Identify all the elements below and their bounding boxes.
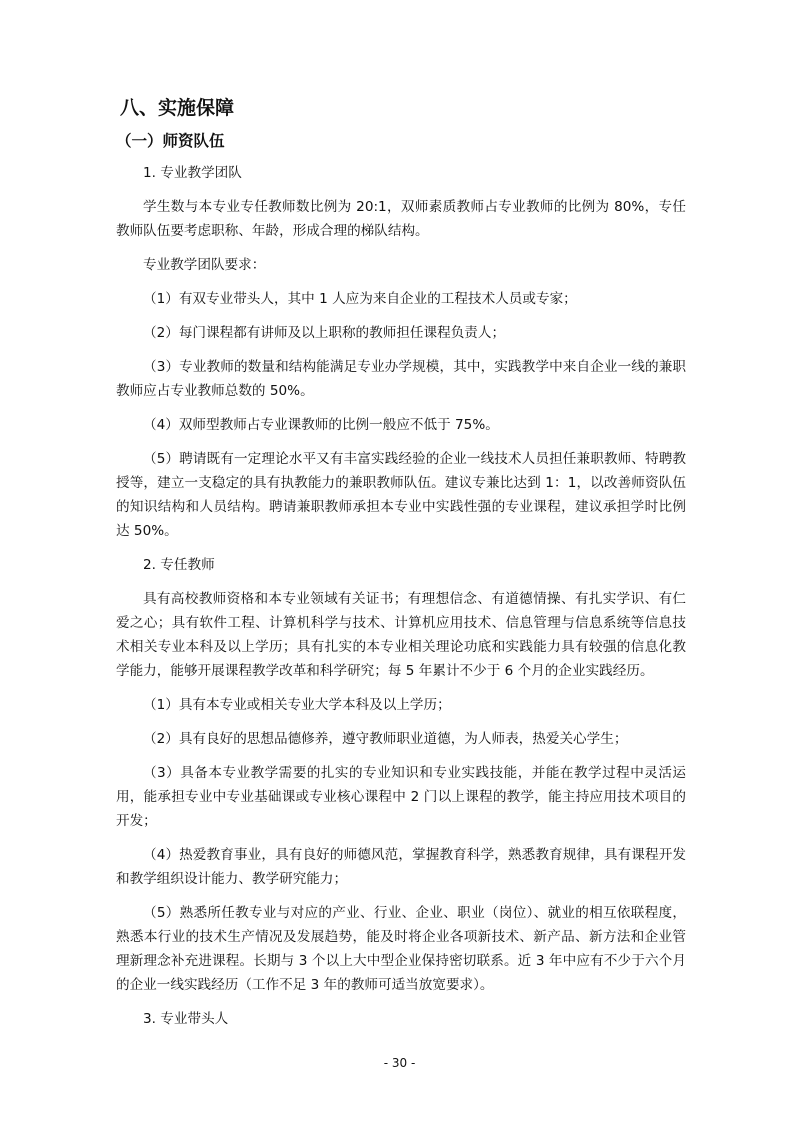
list-item-teacher-1: （1）具有本专业或相关专业大学本科及以上学历； (143, 697, 451, 713)
page-content (116, 94, 686, 1041)
section-subtitle: （一）师资队伍 (116, 132, 225, 150)
list-item-team-4: （4）双师型教师占专业课教师的比例一般应不低于 75%。 (143, 417, 499, 433)
list-item-teacher-2: （2）具有良好的思想品德修养，遵守教师职业道德，为人师表，热爱关心学生； (143, 731, 628, 747)
list-item-teacher-4: （4）热爱教育事业，具有良好的师德风范，掌握教育科学，熟悉教育规律，具有课程开发和教学组织设计能力、教学研究能力； (116, 847, 686, 887)
paragraph-team-requirements: 专业教学团队要求： (143, 257, 266, 273)
paragraph-teacher-qualifications: 具有高校教师资格和本专业领域有关证书；有理想信念、有道德情操、有扎实学识、有仁爱之心；具有软件工程、计算机科学与技术、计算机应用技术、信息管理与信息系统等信息技术相关专业本科及以上学历；具有扎实的本专业相关理论功底和实践能力具有较强的信息化教学能力，能够开展课程教学改革和科学研究；每 5 年累计不少于 6 个月的企业实践经历。 (116, 591, 686, 679)
paragraph-ratio: 学生数与本专业专任教师数比例为 20:1，双师素质教师占专业教师的比例为 80%，专任教师队伍要考虑职称、年龄，形成合理的梯队结构。 (116, 199, 686, 239)
subheading-full-time-teachers: 2. 专任教师 (143, 557, 215, 573)
list-item-team-5: （5）聘请既有一定理论水平又有丰富实践经验的企业一线技术人员担任兼职教师、特聘教授等，建立一支稳定的具有执教能力的兼职教师队伍。建议专兼比达到 1：1，以改善师资队伍的知识结构和人员结构。聘请兼职教师承担本专业中实践性强的专业课程，建议承担学时比例达 50%。 (116, 451, 686, 539)
subheading-program-leader: 3. 专业带头人 (143, 1011, 229, 1027)
list-item-teacher-5: （5）熟悉所任教专业与对应的产业、行业、企业、职业（岗位）、就业的相互依联程度，熟悉本行业的技术生产情况及发展趋势，能及时将企业各项新技术、新产品、新方法和企业管理新理念补充进课程。长期与 3 个以上大中型企业保持密切联系。近 3 年中应有不少于六个月的企业一线实践经历（工作不足 3 年的教师可适当放宽要求）。 (116, 905, 686, 993)
list-item-teacher-3: （3）具备本专业教学需要的扎实的专业知识和专业实践技能，并能在教学过程中灵活运用，能承担专业中专业基础课或专业核心课程中 2 门以上课程的教学，能主持应用技术项目的开发； (116, 765, 686, 829)
subheading-teaching-team: 1. 专业教学团队 (143, 165, 242, 181)
page-number: - 30 - (383, 1056, 416, 1070)
section-title: 八、实施保障 (120, 97, 235, 119)
list-item-team-3: （3）专业教师的数量和结构能满足专业办学规模，其中，实践教学中来自企业一线的兼职教师应占专业教师总数的 50%。 (116, 359, 686, 399)
list-item-team-2: （2）每门课程都有讲师及以上职称的教师担任课程负责人； (143, 325, 506, 341)
list-item-team-1: （1）有双专业带头人，其中 1 人应为来自企业的工程技术人员或专家； (143, 291, 577, 307)
